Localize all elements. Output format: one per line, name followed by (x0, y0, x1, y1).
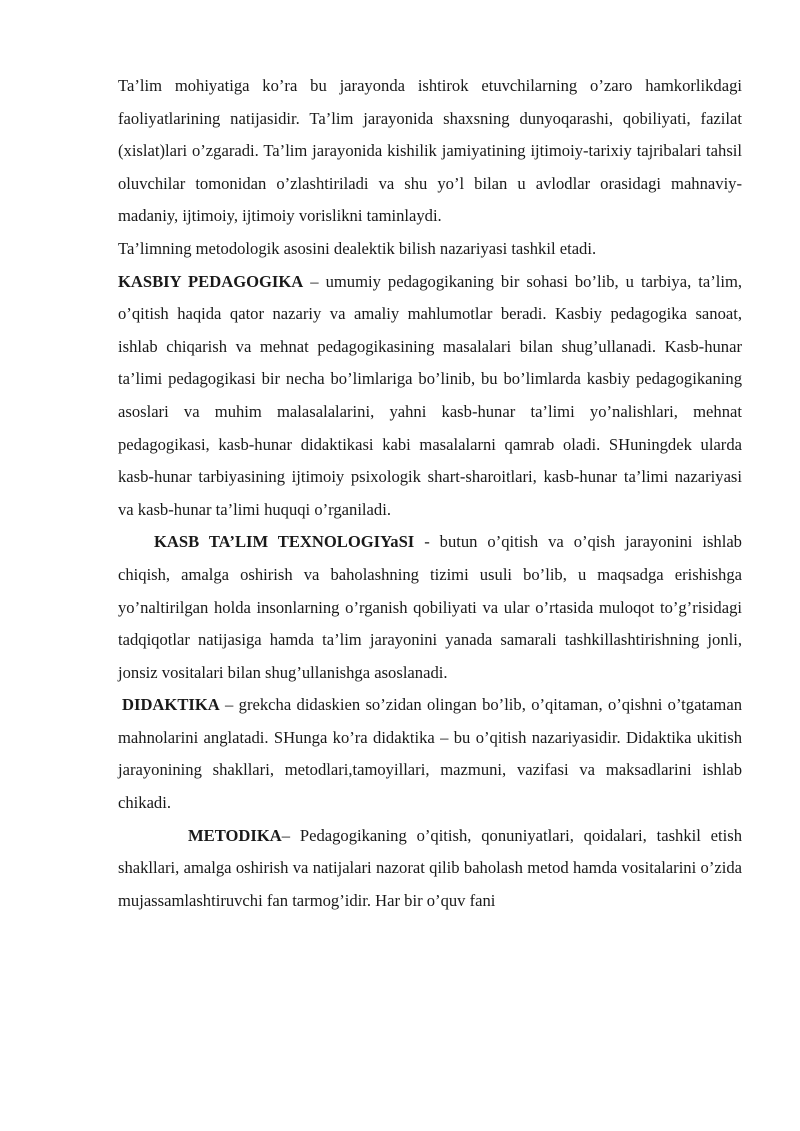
definition-text: - butun o’qitish va o’qish jarayonini ishlab chiqish, amalga oshirish va baholashning tizimi usuli bo’lib, u maqsadga erishishga yo’naltirilgan holda insonlarning o’rganish qobiliyati va ular o’rtasida muloqot to’g’risidagi tadqiqotlar natijasiga hamda ta’lim jarayonini yanada samarali tashkillashtirishning jonli, jonsiz vositalari bilan shug’ullanishga asoslanadi. (118, 532, 742, 682)
term-metodika: METODIKA (188, 825, 282, 845)
definition-text: – Pedagogikaning o’qitish, qonuniyatlari, qoidalari, tashkil etish shakllari, amalga oshirish va natijalari nazorat qilib baholash metod hamda vositalarini o’zida mujassamlashtiruvchi fan tarmog’idir. Har bir o’quv fani (118, 825, 742, 910)
definition-text: – grekcha didaskien so’zidan olingan bo’lib, o’qitaman, o’qishni o’tgataman mahnolarini anglatadi. SHunga ko’ra didaktika – bu o’qitish nazariyasidir. Didaktika ukitish jarayonining shakllari, metodlari,tamoyillari, mazmuni, vazifasi va maksadlarini ishlab chikadi. (118, 695, 742, 813)
paragraph-text: Ta’lim mohiyatiga ko’ra bu jarayonda ishtirok etuvchilarning o’zaro hamkorlikdagi faoliyatlarining natijasidir. Ta’lim jarayonida shaxsning dunyoqarashi, qobiliyati, fazilat (xislat)lari o’zgaradi. Ta’lim jarayonida kishilik jamiyatining ijtimoiy-tarixiy tajribalari tahsil oluvchilar tomonidan o’zlashtiriladi va shu yo’l bilan u avlodlar orasidagi mahnaviy-madaniy, ijtimoiy, ijtimoiy vorislikni taminlaydi. (118, 76, 742, 226)
paragraph-kasb-talim-texnologiyasi (118, 526, 742, 689)
paragraph-metodika (118, 820, 742, 918)
paragraph-talim-mohiyati (118, 70, 742, 233)
term-didaktika: DIDAKTIKA (122, 695, 220, 715)
definition-text: – umumiy pedagogikaning bir sohasi bo’lib, u tarbiya, ta’lim, o’qitish haqida qator nazariy va amaliy mahlumotlar beradi. Kasbiy pedagogika sanoat, ishlab chiqarish va mehnat pedagogikasining masalalari bilan shug’ullanadi. Kasb-hunar ta’limi pedagogikasi bir necha bo’limlariga bo’linib, bu bo’limlarda kasbiy pedagogikaning asoslari va muhim malasalalarini, yahni kasb-hunar ta’limi yo’nalishlari, mehnat pedagogikasi, kasb-hunar didaktikasi kabi masalalarni qamrab oladi. SHuningdek ularda kasb-hunar tarbiyasining ijtimoiy psixologik shart-sharoitlari, kasb-hunar ta’limi nazariyasi va kasb-hunar ta’limi huquqi o’rganiladi. (118, 271, 743, 519)
paragraph-text: Ta’limning metodologik asosini dealektik bilish nazariyasi tashkil etadi. (118, 238, 597, 258)
document-page (118, 70, 742, 917)
term-kasbiy-pedagogika: KASBIY PEDAGOGIKA (118, 271, 304, 291)
paragraph-didaktika (118, 689, 742, 819)
paragraph-kasbiy-pedagogika (118, 266, 742, 527)
paragraph-metodologik-asos (118, 233, 742, 266)
term-kasb-talim-texnologiyasi: KASB TA’LIM TEXNOLOGIYaSI (154, 532, 415, 552)
